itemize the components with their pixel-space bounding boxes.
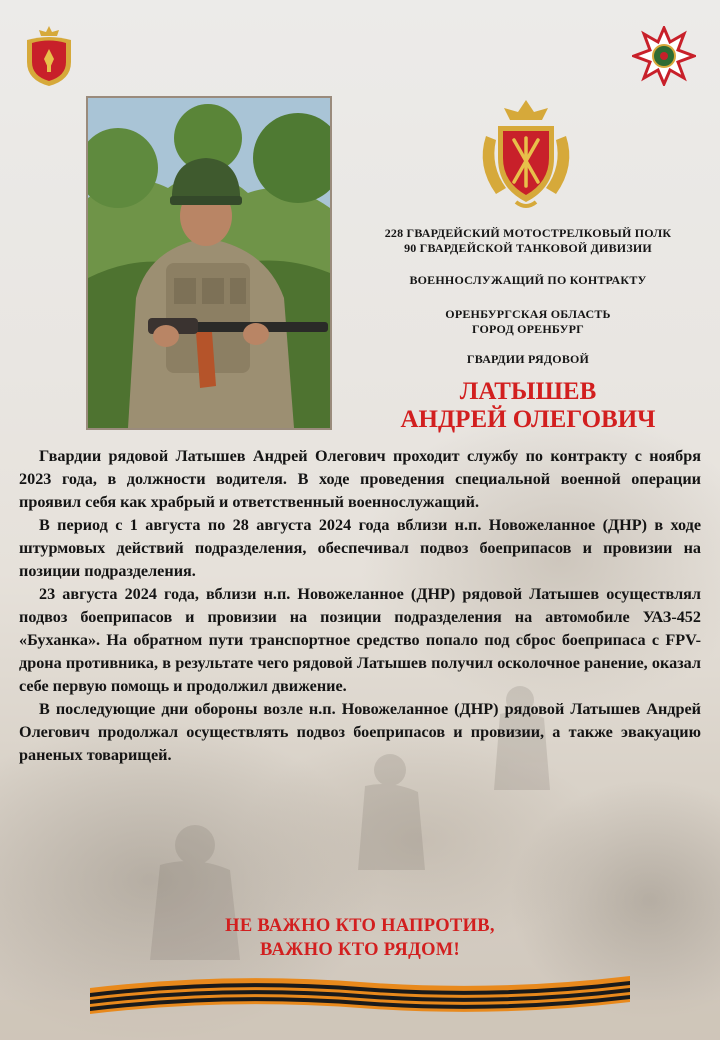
st-george-ribbon-icon (90, 968, 630, 1024)
biography-paragraph: 23 августа 2024 года, вблизи н.п. Новожеланное (ДНР) рядовой Латышев осуществлял подвоз боеприпасов и провизии на позиции подразделения на автомобиле УАЗ-452 «Буханка». На обратном пути транспортное средство попало под сброс боеприпаса с FPV-дрона противника, в результате чего рядовой Латышев получил осколочное ранение, оказал себе первую помощь и продолжил движение. (19, 585, 701, 695)
motto-line-1: НЕ ВАЖНО КТО НАПРОТИВ, (225, 916, 495, 936)
unit-line-1: 228 ГВАРДЕЙСКИЙ МОТОСТРЕЛКОВЫЙ ПОЛК (384, 226, 672, 240)
soldier-portrait-photo (86, 96, 332, 430)
motto (180, 914, 540, 962)
unit-name (338, 226, 718, 256)
biography-paragraph: Гвардии рядовой Латышев Андрей Олегович проходит службу по контракту с ноября 2023 года, в должности водителя. В ходе проведения специальной военной операции проявил себя как храбрый и ответственный военнослужащий. (19, 447, 701, 511)
motto-line-2: ВАЖНО КТО РЯДОМ! (259, 940, 461, 960)
biography-paragraph: В период с 1 августа по 28 августа 2024 года вблизи н.п. Новожеланное (ДНР) в ходе штурмовых действий подразделения, обеспечивал подвоз боеприпасов и провизии на позиции подразделения. (19, 516, 701, 580)
region-name: ОРЕНБУРГСКАЯ ОБЛАСТЬ (445, 307, 611, 321)
service-type: ВОЕННОСЛУЖАЩИЙ ПО КОНТРАКТУ (409, 273, 647, 287)
biography-paragraph: В последующие дни обороны возле н.п. Новожеланное (ДНР) рядовой Латышев Андрей Олегович продолжал осуществлять подвоз боеприпасов и провизии, а также эвакуацию раненых товарищей. (19, 700, 701, 764)
person-name (338, 378, 718, 434)
region-info (338, 307, 718, 337)
person-given-names: АНДРЕЙ ОЛЕГОВИЧ (400, 406, 656, 433)
person-surname: ЛАТЫШЕВ (459, 378, 597, 405)
rank-label: ГВАРДИИ РЯДОВОЙ (466, 352, 590, 366)
region-coat-of-arms-icon (21, 24, 77, 88)
division-cross-emblem-icon (632, 26, 696, 86)
biography-text (19, 445, 701, 767)
regiment-emblem-icon (476, 96, 576, 214)
city-name: ГОРОД ОРЕНБУРГ (471, 322, 584, 336)
unit-line-2: 90 ГВАРДЕЙСКОЙ ТАНКОВОЙ ДИВИЗИИ (404, 241, 652, 255)
